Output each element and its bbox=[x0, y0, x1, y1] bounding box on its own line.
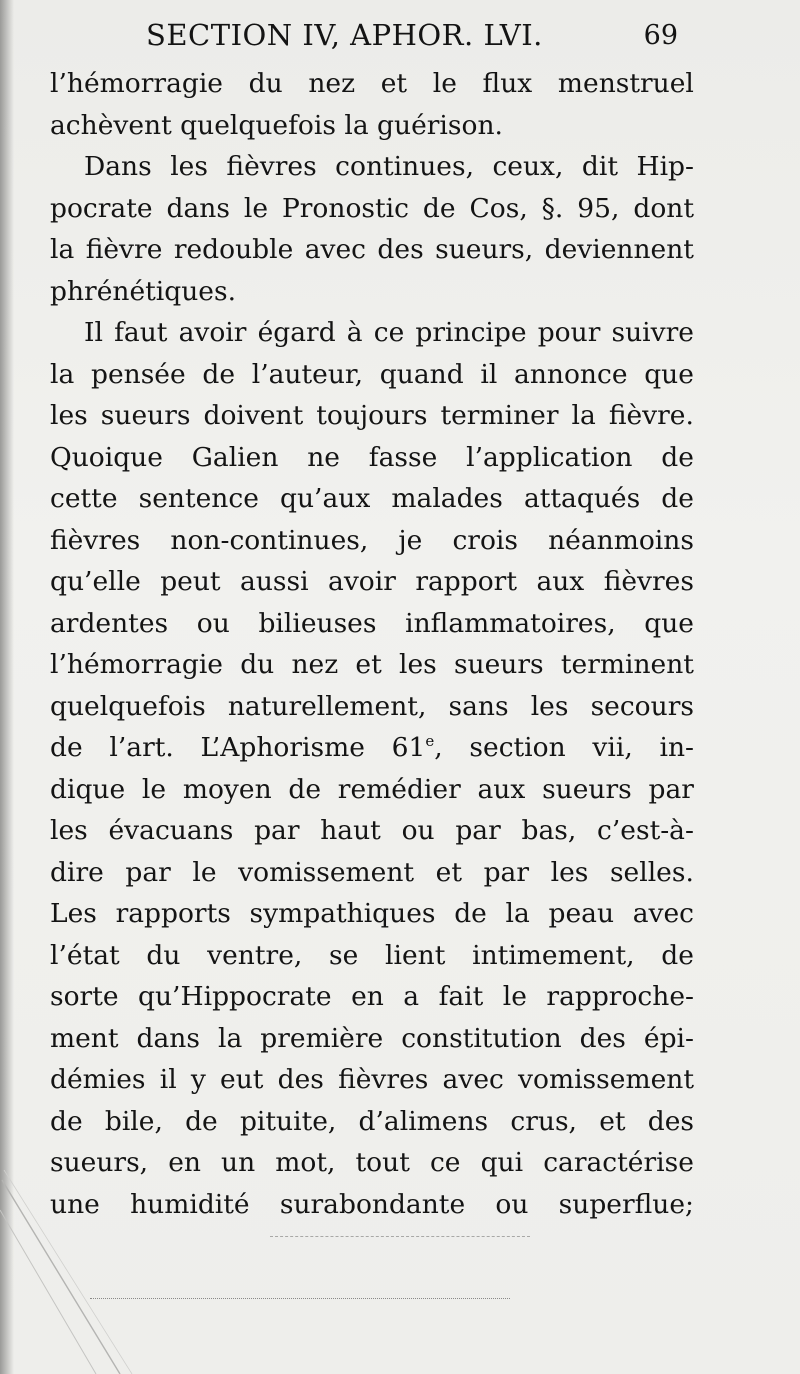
text-line: dire par le vomissement et par les selles. bbox=[50, 856, 694, 888]
text-line: ment dans la première constitution des épi- bbox=[50, 1022, 694, 1054]
page-number: 69 bbox=[643, 20, 678, 51]
text-line: l’hémorragie du nez et les sueurs terminent bbox=[50, 649, 694, 680]
text-line: de l’art. L’Aphorisme 61e, section vii, in- bbox=[50, 732, 694, 763]
text-line: les sueurs doivent toujours terminer la fièvre. bbox=[50, 400, 694, 431]
page-header bbox=[146, 14, 686, 58]
text-line: quelquefois naturellement, sans les secours bbox=[50, 690, 694, 722]
text-line: Dans les fièvres continues, ceux, dit Hip- bbox=[84, 151, 694, 182]
text-line: fièvres non-continues, je crois néanmoins bbox=[50, 524, 694, 556]
text-line: de bile, de pituite, d’alimens crus, et des bbox=[50, 1105, 694, 1137]
page-crease-mark bbox=[0, 1170, 140, 1374]
text-line: sueurs, en un mot, tout ce qui caractérise bbox=[50, 1147, 694, 1178]
text-line: la pensée de l’auteur, quand il annonce que bbox=[50, 358, 694, 390]
page-gutter-shadow bbox=[0, 0, 14, 1374]
text-line: ardentes ou bilieuses inflammatoires, que bbox=[50, 607, 694, 639]
running-head: SECTION IV, APHOR. LVI. bbox=[146, 18, 543, 52]
bleed-through-mark bbox=[270, 1236, 530, 1237]
text-line: phrénétiques. bbox=[50, 275, 236, 307]
text-line: Il faut avoir égard à ce principe pour suivre bbox=[84, 317, 694, 348]
text-line: l’hémorragie du nez et le flux menstruel bbox=[50, 68, 694, 99]
text-line: Quoique Galien ne fasse l’application de bbox=[50, 441, 694, 473]
text-line: cette sentence qu’aux malades attaqués de bbox=[50, 483, 694, 514]
text-line: démies il y eut des fièvres avec vomissement bbox=[50, 1064, 694, 1095]
text-line: Les rapports sympathiques de la peau avec bbox=[50, 898, 694, 929]
text-line: dique le moyen de remédier aux sueurs par bbox=[50, 773, 694, 805]
text-line: achèvent quelquefois la guérison. bbox=[50, 109, 503, 141]
text-line: l’état du ventre, se lient intimement, de bbox=[50, 939, 694, 971]
text-line: la fièvre redouble avec des sueurs, deviennent bbox=[50, 234, 694, 265]
bleed-through-rule bbox=[90, 1298, 510, 1299]
text-line: les évacuans par haut ou par bas, c’est-à- bbox=[50, 815, 694, 846]
text-line: pocrate dans le Pronostic de Cos, §. 95, dont bbox=[50, 192, 694, 224]
text-line: sorte qu’Hippocrate en a fait le rapproche- bbox=[50, 981, 694, 1012]
text-line: qu’elle peut aussi avoir rapport aux fièvres bbox=[50, 566, 694, 597]
body-text bbox=[50, 63, 694, 1225]
text-line: une humidité surabondante ou superflue; bbox=[50, 1188, 694, 1220]
